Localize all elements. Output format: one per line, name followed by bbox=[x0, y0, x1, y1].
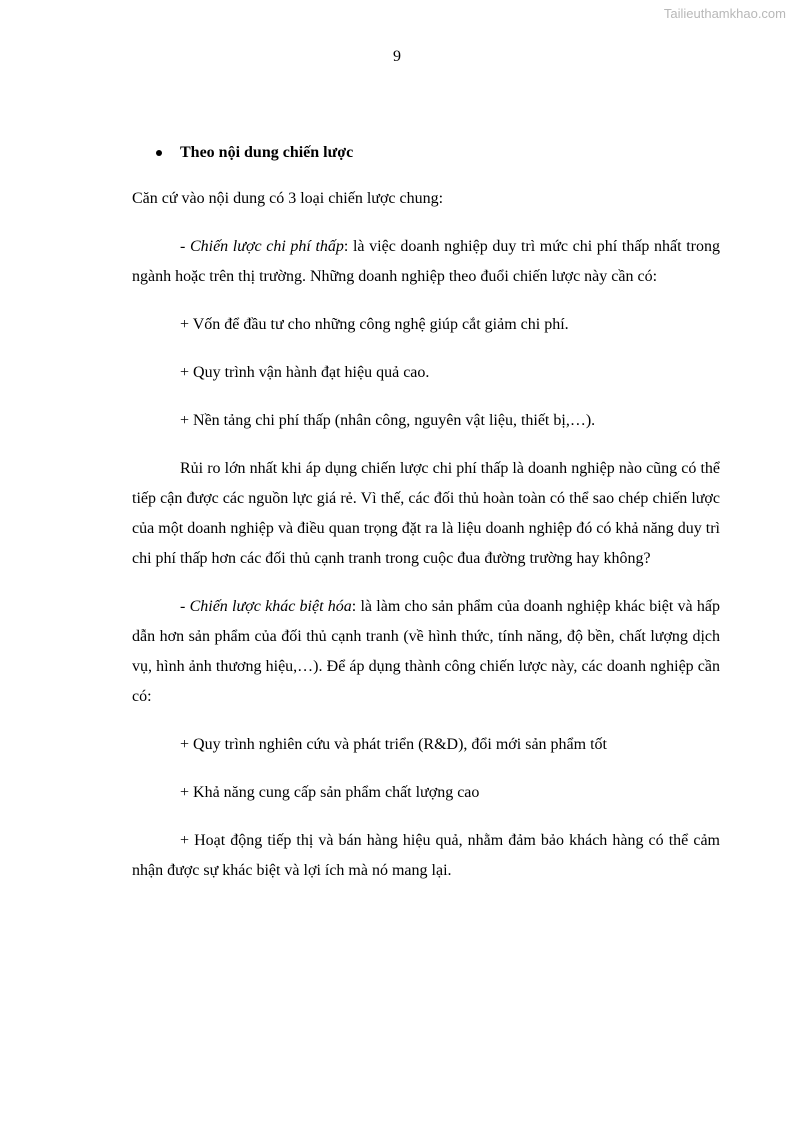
section-heading-text: Theo nội dung chiến lược bbox=[180, 144, 354, 161]
list-item: + Khả năng cung cấp sản phẩm chất lượng cao bbox=[180, 784, 480, 801]
differentiation-term: - Chiến lược khác biệt hóa bbox=[180, 598, 352, 615]
low-cost-definition-text: : là việc doanh nghiệp duy trì mức chi phí thấp nhất trong ngành hoặc trên thị trường. Những doanh nghiệp theo đuổi chiến lược này cần có: bbox=[132, 238, 720, 285]
low-cost-definition bbox=[132, 232, 720, 292]
document-body bbox=[132, 144, 720, 904]
differentiation-definition bbox=[132, 592, 720, 712]
list-item: + Quy trình nghiên cứu và phát triển (R&D), đổi mới sản phẩm tốt bbox=[180, 736, 607, 753]
low-cost-term: - Chiến lược chi phí thấp bbox=[180, 238, 344, 255]
differentiation-definition-text: : là làm cho sản phẩm của doanh nghiệp khác biệt và hấp dẫn hơn sản phẩm của đối thủ cạnh tranh (về hình thức, tính năng, độ bền, chất lượng dịch vụ, hình ảnh thương hiệu,…). Để áp dụng thành công chiến lược này, các doanh nghiệp cần có: bbox=[132, 598, 720, 705]
section-heading bbox=[156, 144, 720, 162]
risk-paragraph: Rủi ro lớn nhất khi áp dụng chiến lược chi phí thấp là doanh nghiệp nào cũng có thể tiếp cận được các nguồn lực giá rẻ. Vì thế, các đối thủ hoàn toàn có thể sao chép chiến lược của một doanh nghiệp và điều quan trọng đặt ra là liệu doanh nghiệp đó có khả năng duy trì chi phí thấp hơn các đối thủ cạnh tranh trong cuộc đua đường trường hay không? bbox=[132, 460, 720, 567]
last-list-item: + Hoạt động tiếp thị và bán hàng hiệu quả, nhằm đảm bảo khách hàng có thể cảm nhận được sự khác biệt và lợi ích mà nó mang lại. bbox=[132, 832, 720, 879]
list-item: + Nền tảng chi phí thấp (nhân công, nguyên vật liệu, thiết bị,…). bbox=[180, 412, 596, 429]
intro-paragraph: Căn cứ vào nội dung có 3 loại chiến lược chung: bbox=[132, 190, 444, 207]
watermark: Tailieuthamkhao.com bbox=[663, 6, 786, 21]
list-item: + Vốn để đầu tư cho những công nghệ giúp cắt giảm chi phí. bbox=[180, 316, 569, 333]
list-item: + Quy trình vận hành đạt hiệu quả cao. bbox=[180, 364, 430, 381]
bullet-icon bbox=[156, 150, 162, 156]
page-number: 9 bbox=[393, 48, 401, 65]
